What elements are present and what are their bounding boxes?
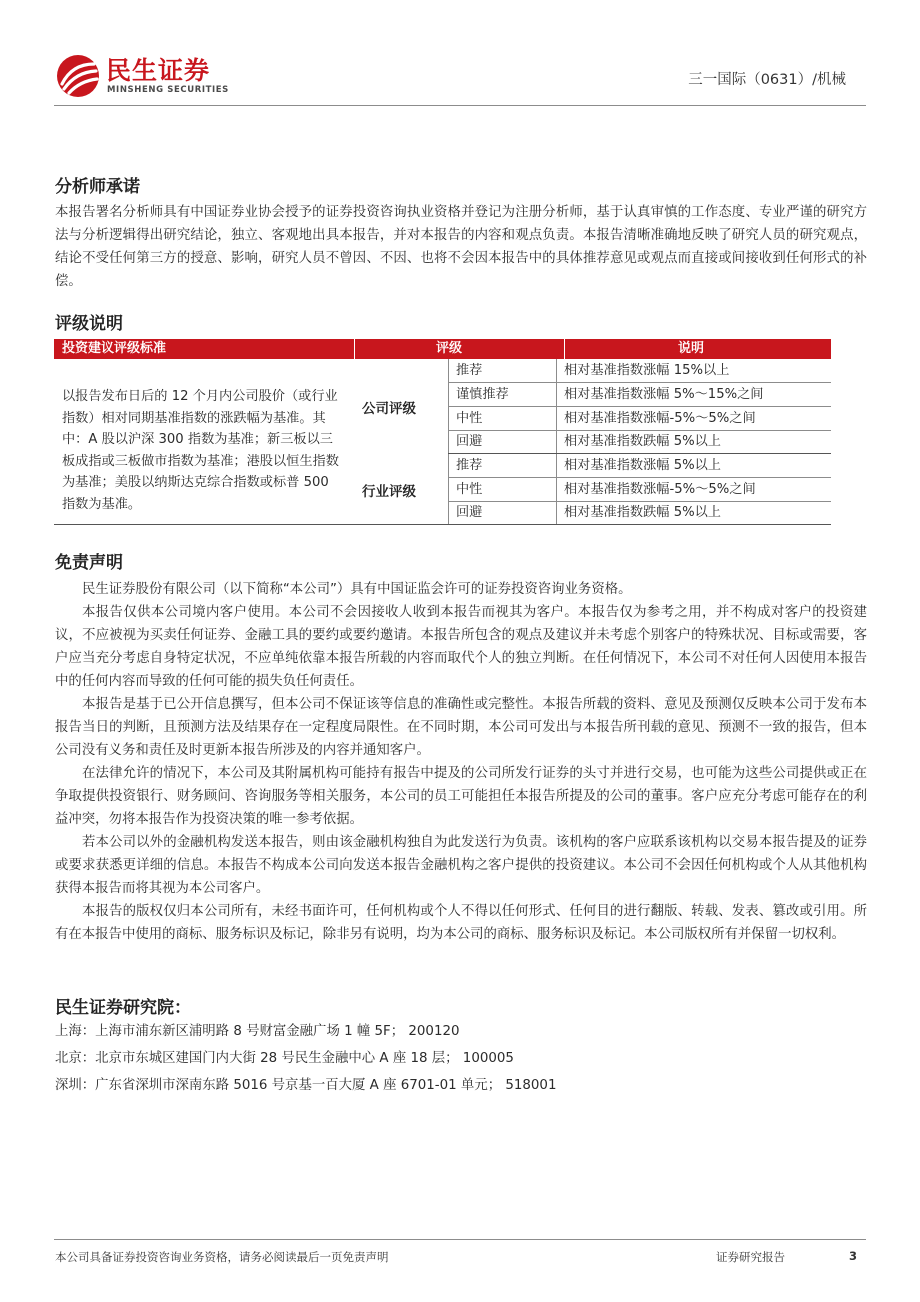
table-row [448,407,831,431]
logo-english-text: MINSHENG SECURITIES [107,85,229,95]
analyst-commitment-text [55,201,867,293]
office-beijing: 北京：北京市东城区建国门内大街 28 号民生金融中心 A 座 18 层； 100005 [55,1051,514,1066]
analyst-commitment-title: 分析师承诺 [55,177,140,197]
rating-standard-description: 以报告发布日后的 12 个月内公司股价（或行业指数）相对同期基准指数的涨跌幅为基准。其中：A 股以沪深 300 指数为基准；新三板以三板成指或三板做市指数为基准；港股以恒生指数为基准；美股以纳斯达克综合指数或标普 500 指数为基准。 [62,389,339,512]
header-rating: 评级 [436,341,463,356]
rating-desc: 相对基准指数跌幅 5%以上 [564,434,721,449]
header-divider-1 [354,339,355,359]
header-description: 说明 [678,341,705,356]
rating-table [54,339,831,524]
header-divider-2 [564,339,565,359]
page-number: 3 [849,1249,858,1263]
company-logo [56,54,256,100]
rating-level: 回避 [456,434,483,449]
minsheng-logo-icon [56,54,100,98]
table-bottom-border [54,524,831,525]
section-divider [448,453,831,454]
table-row [448,359,831,383]
rating-level: 中性 [456,482,483,497]
footer-divider [54,1239,866,1240]
disclaimer-paragraph: 本报告是基于已公开信息撰写，但本公司不保证该等信息的准确性或完整性。本报告所载的资料、意见及预测仅反映本公司于发布本报告当日的判断，且预测方法及结果存在一定程度局限性。在不同时期，本公司可发出与本报告所刊载的意见、预测不一致的报告，但本公司没有义务和责任及时更新本报告所涉及的内容并通知客户。 [55,697,867,758]
disclaimer-paragraph: 本报告仅供本公司境内客户使用。本公司不会因接收人收到本报告而视其为客户。本报告仅为参考之用，并不构成对客户的投资建议，不应被视为买卖任何证券、金融工具的要约或要约邀请。本报告所包含的观点及建议并未考虑个别客户的特殊状况、目标或需要，客户应当充分考虑自身特定状况，不应单纯依靠本报告所载的内容而取代个人的独立判断。在任何情况下，本公司不对任何人因使用本报告中的任何内容而导致的任何可能的损失负任何责任。 [55,605,867,689]
rating-level: 中性 [456,411,483,426]
rating-desc: 相对基准指数涨幅 5%～15%之间 [564,387,764,402]
disclaimer-paragraph: 若本公司以外的金融机构发送本报告，则由该金融机构独自为此发送行为负责。该机构的客户应联系该机构以交易本报告提及的证券或要求获悉更详细的信息。本报告不构成本公司向发送本报告金融机构之客户提供的投资建议。本公司不会因任何机构或个人从其他机构获得本报告而将其视为本公司客户。 [55,835,867,896]
disclaimer-paragraph: 民生证券股份有限公司（以下简称“本公司”）具有中国证监会许可的证券投资咨询业务资格。 [82,582,632,597]
disclaimer-title: 免责声明 [55,553,123,573]
table-row [448,383,831,407]
disclaimer-paragraph: 本报告的版权仅归本公司所有，未经书面许可，任何机构或个人不得以任何形式、任何目的进行翻版、转载、发表、篡改或引用。所有在本报告中使用的商标、服务标识及标记，除非另有说明，均为本公司的商标、服务标识及标记。本公司版权所有并保留一切权利。 [55,904,867,942]
rating-desc: 相对基准指数涨幅-5%～5%之间 [564,411,756,426]
industry-rating-label: 行业评级 [362,484,416,500]
rating-level: 回避 [456,505,483,520]
rating-desc: 相对基准指数跌幅 5%以上 [564,505,721,520]
company-reference: 三一国际（0631）/机械 [688,72,846,88]
rating-desc: 相对基准指数涨幅 5%以上 [564,458,721,473]
rating-title: 评级说明 [55,314,123,334]
institute-title: 民生证券研究院： [55,998,191,1018]
disclaimer-body [55,578,867,946]
rating-desc: 相对基准指数涨幅 15%以上 [564,363,730,378]
company-rating-label: 公司评级 [362,401,416,417]
table-row [448,430,831,454]
footer-notice: 本公司具备证券投资咨询业务资格，请务必阅读最后一页免责声明 [55,1250,389,1264]
table-row [448,454,831,478]
office-shanghai: 上海：上海市浦东新区浦明路 8 号财富金融广场 1 幢 5F； 200120 [55,1024,460,1039]
rating-desc: 相对基准指数涨幅-5%～5%之间 [564,482,756,497]
header-standard: 投资建议评级标准 [62,341,167,356]
rating-level: 推荐 [456,363,483,378]
rating-level: 谨慎推荐 [456,387,509,402]
analyst-commitment-paragraph: 本报告署名分析师具有中国证券业协会授予的证券投资咨询执业资格并登记为注册分析师，基于认真审慎的工作态度、专业严谨的研究方法与分析逻辑得出研究结论，独立、客观地出具本报告，并对本报告的内容和观点负责。本报告清晰准确地反映了研究人员的研究观点，结论不受任何第三方的授意、影响，研究人员不曾因、不因、也将不会因本报告中的具体推荐意见或观点而直接或间接收到任何形式的补偿。 [55,205,867,289]
office-shenzhen: 深圳：广东省深圳市深南东路 5016 号京基一百大厦 A 座 6701-01 单元； 518001 [55,1078,557,1093]
disclaimer-paragraph: 在法律允许的情况下，本公司及其附属机构可能持有报告中提及的公司所发行证券的头寸并进行交易，也可能为这些公司提供或正在争取提供投资银行、财务顾问、咨询服务等相关服务，本公司的员工可能担任本报告所提及的公司的董事。客户应充分考虑可能存在的利益冲突，勿将本报告作为投资决策的唯一参考依据。 [55,766,867,827]
table-row [448,478,831,502]
header-divider [54,105,866,106]
footer-report-type: 证券研究报告 [716,1250,785,1264]
rating-level: 推荐 [456,458,483,473]
rating-table-header [54,339,831,359]
logo-chinese-text: 民生证券 [106,56,211,85]
table-row [448,501,831,525]
